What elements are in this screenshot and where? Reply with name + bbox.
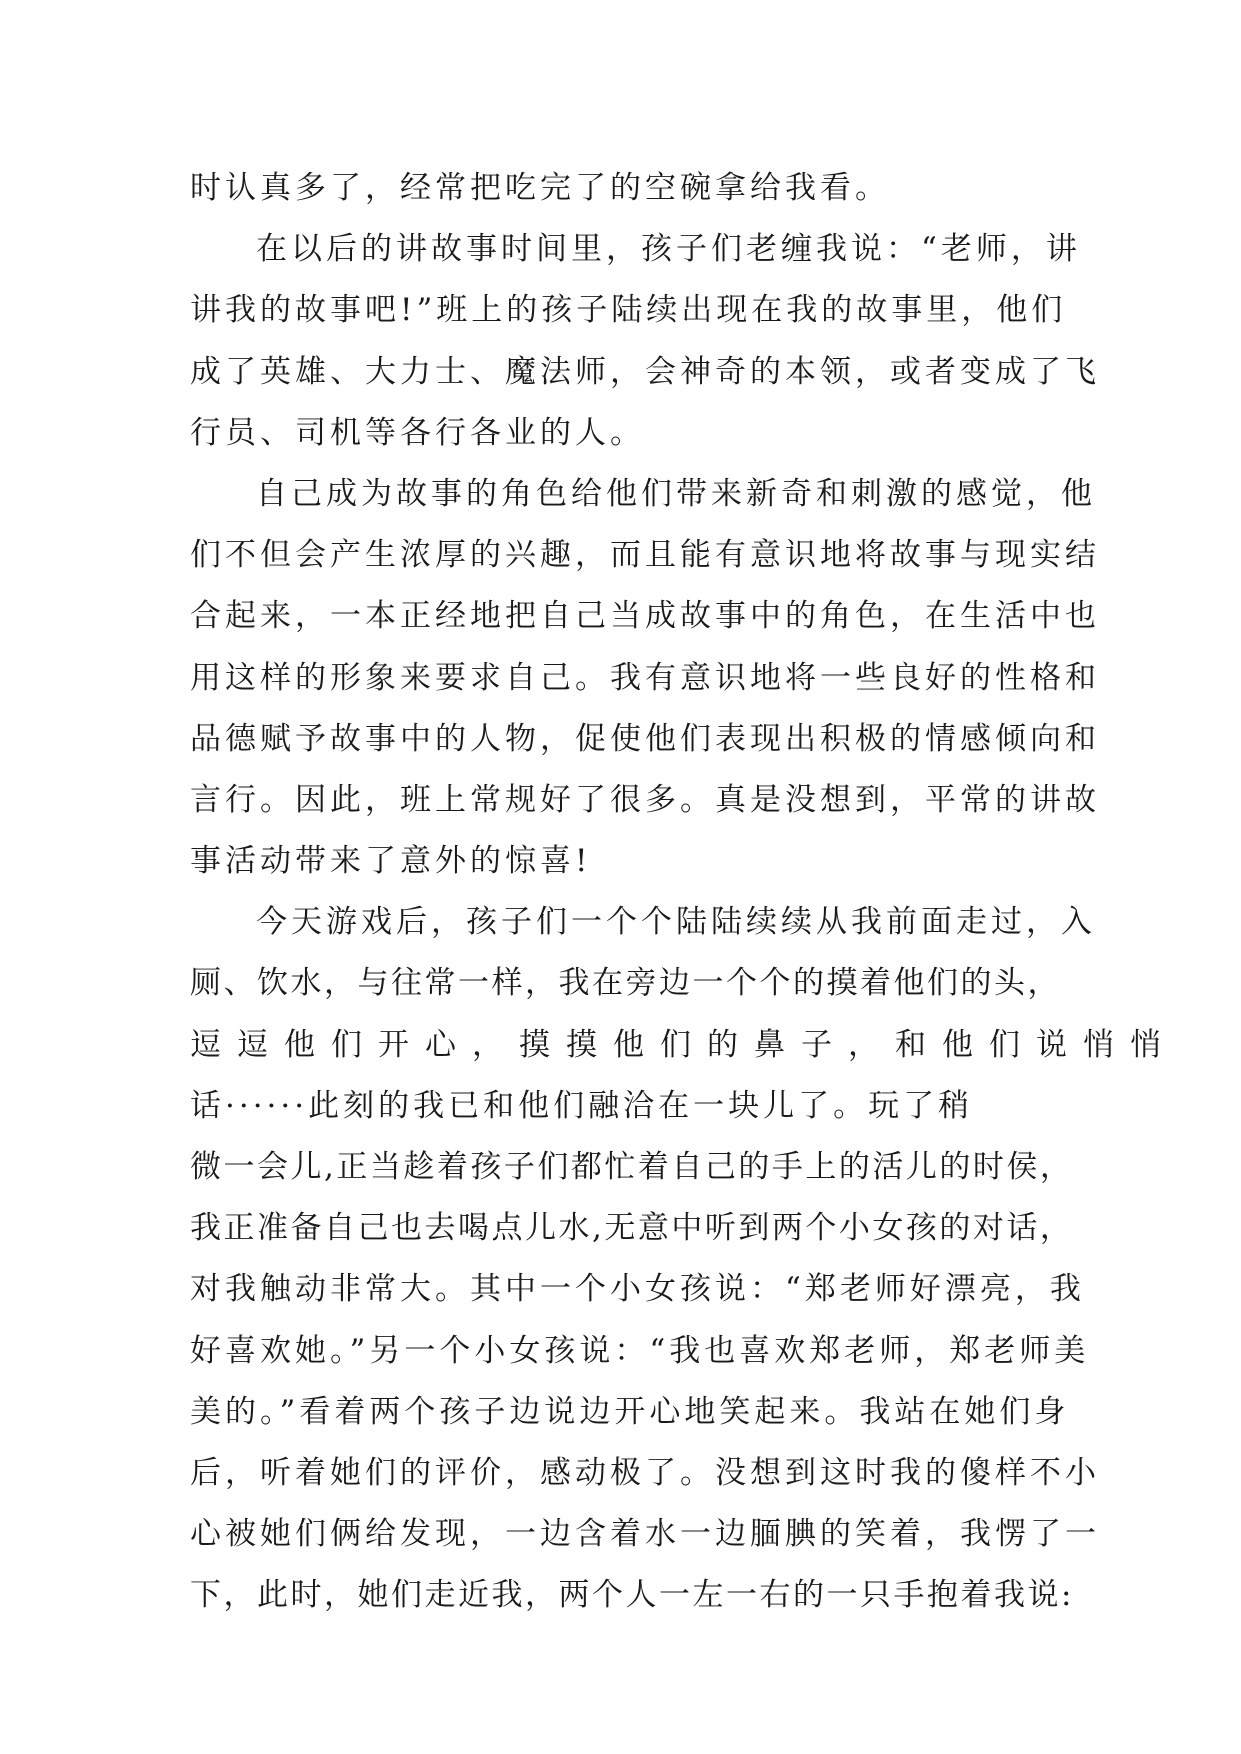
text-line: 逗逗他们开心，摸摸他们的鼻子，和他们说悄悄 bbox=[190, 1026, 1177, 1063]
body-text bbox=[190, 158, 1177, 1627]
text-line: 事活动带来了意外的惊喜! bbox=[190, 843, 592, 880]
text-line: 们不但会产生浓厚的兴趣，而且能有意识地将故事与现实结 bbox=[190, 537, 1100, 574]
text-line: 后，听着她们的评价，感动极了。没想到这时我的傻样不小 bbox=[190, 1454, 1100, 1491]
text-line: 用这样的形象来要求自己。我有意识地将一些良好的性格和 bbox=[190, 659, 1100, 696]
text-line: 下，此时，她们走近我，两个人一左一右的一只手抱着我说: bbox=[190, 1577, 1074, 1614]
text-line: 话······此刻的我已和他们融洽在一块儿了。玩了稍 bbox=[190, 1087, 974, 1124]
text-line: 美的。”看着两个孩子边说边开心地笑起来。我站在她们身 bbox=[190, 1393, 1070, 1430]
text-line: 时认真多了，经常把吃完了的空碗拿给我看。 bbox=[190, 170, 890, 206]
text-line: 成了英雄、大力士、魔法师，会神奇的本领，或者变成了飞 bbox=[190, 353, 1100, 390]
text-line: 我正准备自己也去喝点儿水,无意中听到两个小女孩的对话， bbox=[190, 1210, 1074, 1247]
text-line: 心被她们俩给发现，一边含着水一边腼腆的笑着，我愣了一 bbox=[190, 1516, 1100, 1553]
text-line: 讲我的故事吧!”班上的孩子陆续出现在我的故事里，他们 bbox=[190, 292, 1067, 329]
text-line: 在以后的讲故事时间里，孩子们老缠我说：“老师，讲 bbox=[256, 231, 1081, 268]
text-line: 合起来，一本正经地把自己当成故事中的角色，在生活中也 bbox=[190, 598, 1100, 635]
text-line: 今天游戏后，孩子们一个个陆陆续续从我前面走过，入 bbox=[256, 904, 1096, 941]
text-line: 行员、司机等各行各业的人。 bbox=[190, 414, 645, 451]
text-line: 好喜欢她。”另一个小女孩说：“我也喜欢郑老师，郑老师美 bbox=[190, 1332, 1090, 1369]
text-line: 厕、饮水，与往常一样，我在旁边一个个的摸着他们的头， bbox=[190, 965, 1061, 1002]
text-line: 微一会儿,正当趁着孩子们都忙着自己的手上的活儿的时侯， bbox=[190, 1149, 1074, 1185]
text-line: 自己成为故事的角色给他们带来新奇和刺激的感觉，他 bbox=[256, 475, 1096, 512]
text-line: 品德赋予故事中的人物，促使他们表现出积极的情感倾向和 bbox=[190, 720, 1100, 757]
text-line: 言行。因此，班上常规好了很多。真是没想到，平常的讲故 bbox=[190, 781, 1100, 818]
text-line: 对我触动非常大。其中一个小女孩说：“郑老师好漂亮，我 bbox=[190, 1271, 1085, 1308]
